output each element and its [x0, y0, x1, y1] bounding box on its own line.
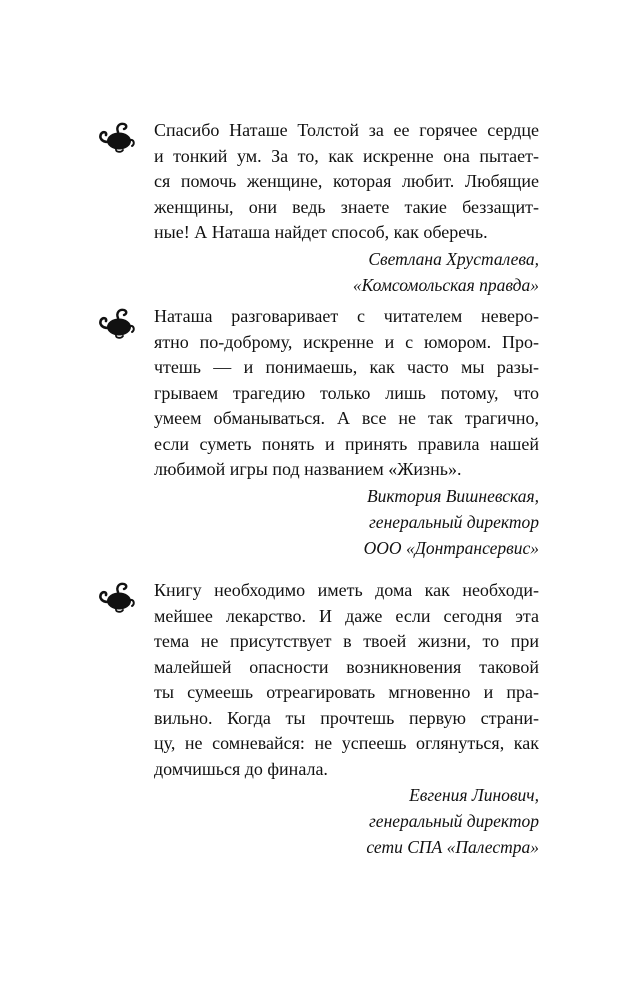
author-affiliation: сети СПА «Палестра» — [366, 837, 539, 857]
quote-line: ные! А Наташа найдет способ, как оберечь. — [154, 222, 488, 242]
review-2 — [154, 304, 539, 561]
ornament-icon — [96, 580, 136, 614]
author-name: Евгения Линович, — [409, 785, 539, 805]
quote-line: и тонкий ум. За то, как искренне она пытает- — [154, 145, 539, 166]
ornament-icon — [96, 120, 136, 154]
author-name: Виктория Вишневская, — [366, 485, 539, 506]
quote-line: тема не присутствует в твоей жизни, то при — [154, 631, 539, 651]
author-affiliation: ООО «Донтрансервис» — [363, 537, 539, 558]
quote-line: если суметь понять и принять правила нашей — [154, 433, 539, 454]
quote-line: ся помочь женщине, которая любит. Любящие — [154, 171, 539, 191]
quote-line: вильно. Когда ты прочтешь первую страни- — [154, 707, 539, 728]
quote-line: ятно по-доброму, искренне и с юмором. Про- — [154, 331, 539, 352]
quote-line: умеем обманываться. А все не так трагично, — [154, 408, 539, 428]
quote-line: Наташа разговаривает с читателем неверо- — [154, 306, 539, 326]
review-3 — [154, 578, 539, 860]
quote-line: цу, не сомневайся: не успеешь оглянуться, как — [154, 733, 539, 753]
author-affiliation: «Комсомольская правда» — [352, 274, 539, 295]
review-1 — [154, 118, 539, 298]
author-title: генеральный директор — [368, 811, 539, 831]
quote-line: ты сумеешь отреагировать мгновенно и пра- — [154, 682, 539, 702]
quote-line: мейшее лекарство. И даже если сегодня эта — [154, 605, 539, 626]
author-name: Светлана Хрусталева, — [368, 248, 539, 269]
author-title: генеральный директор — [368, 511, 539, 532]
quote-line: малейшей опасности возникновения таковой — [154, 656, 539, 677]
quote-line: Спасибо Наташе Толстой за ее горячее сердце — [154, 120, 539, 140]
quote-line: чтешь — и понимаешь, как часто мы разы- — [154, 357, 539, 377]
quote-line: домчишься до финала. — [154, 758, 328, 779]
quote-line: Книгу необходимо иметь дома как необходи- — [154, 580, 539, 600]
quote-line: женщины, они ведь знаете такие беззащит- — [154, 196, 539, 217]
quote-line: любимой игры под названием «Жизнь». — [154, 459, 462, 479]
ornament-icon — [96, 306, 136, 340]
quote-line: грываем трагедию только лишь потому, что — [154, 382, 539, 403]
